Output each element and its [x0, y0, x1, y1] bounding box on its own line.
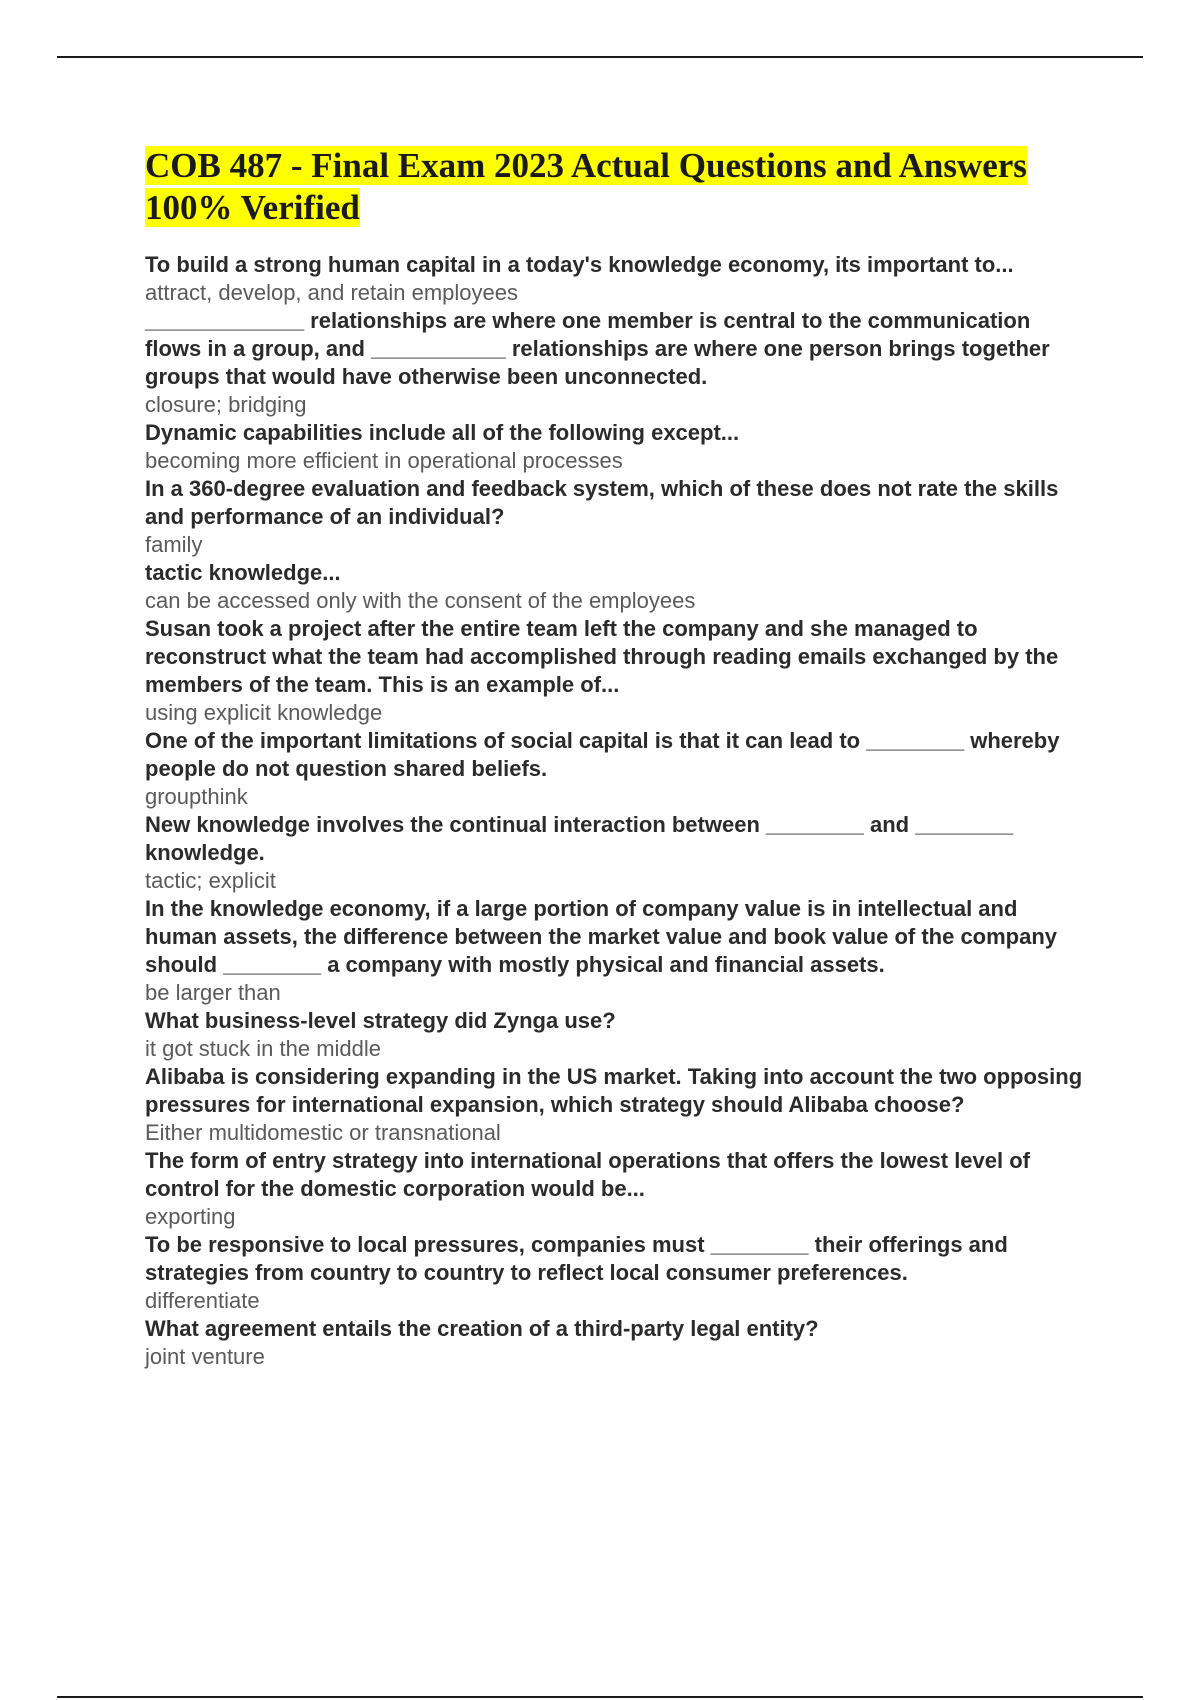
- qa-item: [145, 307, 1085, 419]
- answer-text: groupthink: [145, 784, 248, 809]
- qa-item: [145, 475, 1085, 559]
- question-text: What agreement entails the creation of a third-party legal entity?: [145, 1316, 819, 1341]
- bottom-rule: [57, 1696, 1143, 1698]
- question-text: New knowledge involves the continual interaction between ________ and ________ knowledge.: [145, 812, 1014, 865]
- qa-item: [145, 1147, 1085, 1231]
- document-body: [145, 145, 1085, 1371]
- question-text: Dynamic capabilities include all of the following except...: [145, 420, 740, 445]
- answer-text: be larger than: [145, 980, 281, 1005]
- question-text: To be responsive to local pressures, companies must ________ their offerings and strategies from country to country to reflect local consumer preferences.: [145, 1232, 1008, 1285]
- question-text: To build a strong human capital in a today's knowledge economy, its important to...: [145, 252, 1014, 277]
- answer-text: exporting: [145, 1204, 236, 1229]
- top-rule: [57, 56, 1143, 58]
- answer-text: becoming more efficient in operational processes: [145, 448, 623, 473]
- answer-text: closure; bridging: [145, 392, 307, 417]
- answer-text: Either multidomestic or transnational: [145, 1120, 501, 1145]
- question-text: The form of entry strategy into international operations that offers the lowest level of control for the domestic corporation would be...: [145, 1148, 1031, 1201]
- qa-item: [145, 1315, 1085, 1371]
- answer-text: using explicit knowledge: [145, 700, 383, 725]
- qa-item: [145, 811, 1085, 895]
- answer-text: can be accessed only with the consent of the employees: [145, 588, 696, 613]
- qa-item: [145, 1231, 1085, 1315]
- question-text: _____________ relationships are where one member is central to the communication flows in a group, and ___________ relationships are where one person brings together groups that would have otherwise been unconnected.: [145, 308, 1050, 389]
- answer-text: family: [145, 532, 203, 557]
- question-text: In a 360-degree evaluation and feedback system, which of these does not rate the skills and performance of an individual?: [145, 476, 1059, 529]
- answer-text: attract, develop, and retain employees: [145, 280, 519, 305]
- qa-item: [145, 1007, 1085, 1063]
- answer-text: differentiate: [145, 1288, 260, 1313]
- question-text: tactic knowledge...: [145, 560, 341, 585]
- document-title: [145, 145, 1085, 229]
- qa-item: [145, 615, 1085, 727]
- question-text: What business-level strategy did Zynga use?: [145, 1008, 616, 1033]
- question-text: One of the important limitations of social capital is that it can lead to ________ whereby people do not question shared beliefs.: [145, 728, 1060, 781]
- question-text: In the knowledge economy, if a large portion of company value is in intellectual and human assets, the difference between the market value and book value of the company should ________ a company with mostly physical and financial assets.: [145, 896, 1058, 977]
- answer-text: joint venture: [145, 1344, 265, 1369]
- qa-item: [145, 559, 1085, 615]
- qa-list: [145, 251, 1085, 1371]
- answer-text: tactic; explicit: [145, 868, 276, 893]
- answer-text: it got stuck in the middle: [145, 1036, 382, 1061]
- qa-item: [145, 251, 1085, 307]
- qa-item: [145, 419, 1085, 475]
- qa-item: [145, 895, 1085, 1007]
- qa-item: [145, 1063, 1085, 1147]
- qa-item: [145, 727, 1085, 811]
- question-text: Alibaba is considering expanding in the US market. Taking into account the two opposing pressures for international expansion, which strategy should Alibaba choose?: [145, 1064, 1083, 1117]
- question-text: Susan took a project after the entire team left the company and she managed to reconstruct what the team had accomplished through reading emails exchanged by the members of the team. This is an example of...: [145, 616, 1059, 697]
- title-highlight: COB 487 - Final Exam 2023 Actual Questions and Answers 100% Verified: [145, 146, 1027, 227]
